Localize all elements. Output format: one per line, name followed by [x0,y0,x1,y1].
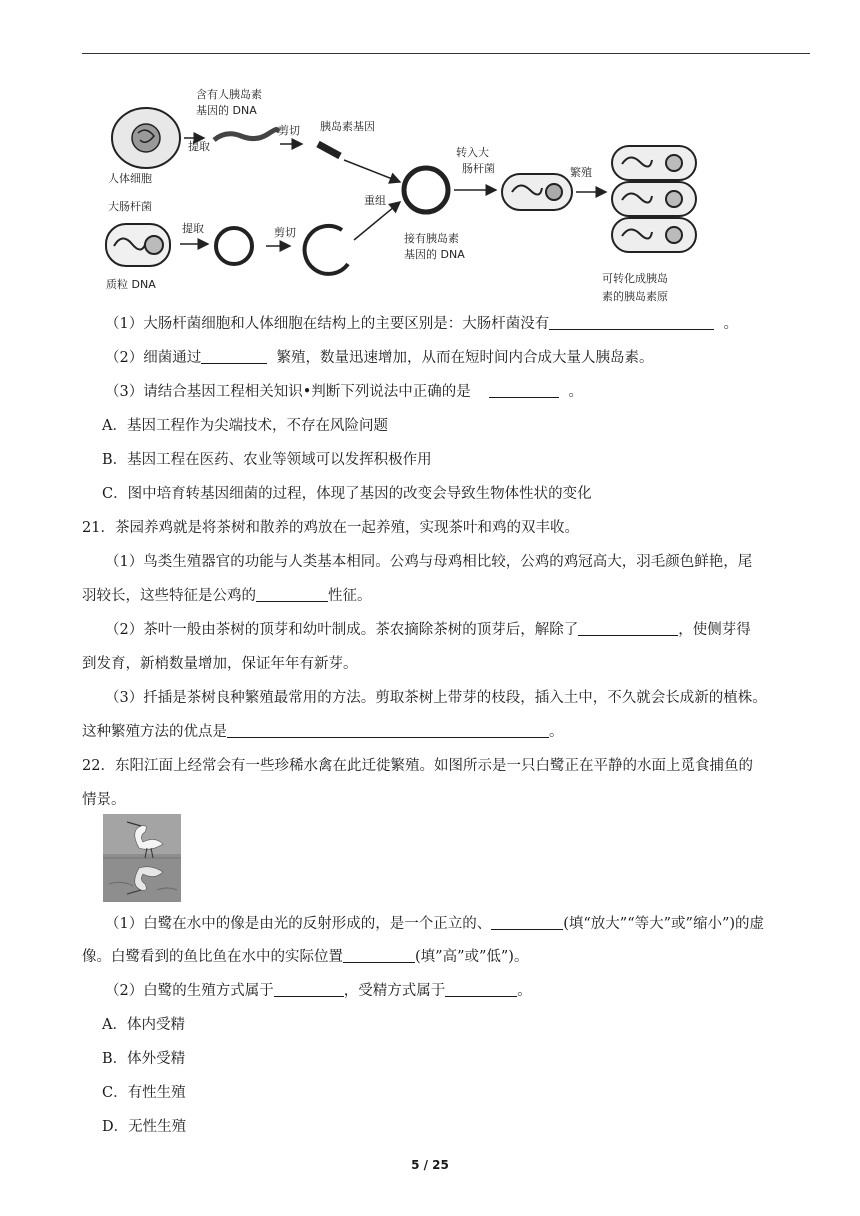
q20-option-c: C．图中培育转基因细菌的过程，体现了基因的改变会导致生物体性状的变化 [102,486,592,502]
egret-photo [103,814,181,902]
label-dna-with-gene-2: 基因的 DNA [196,104,257,117]
answer-blank[interactable] [201,348,267,364]
q21-s3-line1: （3）扦插是茶树良种繁殖最常用的方法。剪取茶树上带芽的枝段，插入土中，不久就会长成新的植株。 [105,690,767,706]
label-reproduce: 繁殖 [570,166,592,179]
q20-option-a: A．基因工程作为尖端技术，不存在风险问题 [102,418,388,434]
label-recombine: 重组 [364,194,386,207]
answer-blank[interactable] [445,981,517,997]
label-dna-with-gene: 含有人胰岛素 [196,88,262,101]
q22-option-b: B．体外受精 [102,1051,186,1067]
q20-s1: （1）大肠杆菌细胞和人体细胞在结构上的主要区别是：大肠杆菌没有 。 [105,316,738,332]
q20-s2: （2）细菌通过 繁殖，数量迅速增加，从而在短时间内合成大量人胰岛素。 [105,350,654,366]
ecoli-icon [106,224,170,266]
dna-strand-icon [214,129,277,140]
cut-plasmid-icon [305,226,348,274]
insulin-gene-icon [318,144,340,156]
gene-engineering-diagram [96,78,732,310]
q21-s3-line2: 这种繁殖方法的优点是 。 [82,724,564,740]
label-recombinant-1: 接有胰岛素 [404,232,459,245]
page-number: 5 / 25 [411,1158,449,1172]
q22-option-d: D．无性生殖 [102,1119,187,1135]
q21-stem: 21．茶园养鸡就是将茶树和散养的鸡放在一起养殖，实现茶叶和鸡的双丰收。 [82,520,579,536]
answer-blank[interactable] [491,914,563,930]
label-ecoli: 大肠杆菌 [108,200,152,213]
answer-blank[interactable] [489,382,559,398]
label-recombinant-2: 基因的 DNA [404,248,465,261]
q22-s2: （2）白鹭的生殖方式属于 ，受精方式属于 。 [105,983,532,999]
q22-stem-line1: 22．东阳江面上经常会有一些珍稀水禽在此迁徙繁殖。如图所示是一只白鹭正在平静的水面上觅食捕鱼的 [82,758,753,774]
label-extract-2: 提取 [182,222,204,235]
q21-s2-line2: 到发育，新梢数量增加，保证年年有新芽。 [82,656,358,672]
label-plasmid: 质粒 DNA [106,278,156,291]
q21-s1-line1: （1）鸟类生殖器官的功能与人类基本相同。公鸡与母鸡相比较，公鸡的鸡冠高大，羽毛颜色鲜艳，尾 [105,554,753,570]
answer-blank[interactable] [256,586,328,602]
label-transfer-2: 肠杆菌 [462,162,495,175]
label-human-cell: 人体细胞 [108,172,152,185]
answer-blank[interactable] [274,981,344,997]
q21-s2-line1: （2）茶叶一般由茶树的顶芽和幼叶制成。茶农摘除茶树的顶芽后，解除了 ，使侧芽得 [105,622,751,638]
plasmid-ring-icon [216,228,252,264]
q22-s1-line2: 像。白鹭看到的鱼比鱼在水中的实际位置 (填”高”或”低”)。 [82,949,529,965]
recombinant-dna-icon [404,168,448,212]
header-rule [82,53,810,54]
answer-blank[interactable] [343,947,415,963]
offspring-ecoli-icons [612,146,696,252]
q21-s1-line2: 羽较长，这些特征是公鸡的 性征。 [82,588,372,604]
q22-s1-line1: （1）白鹭在水中的像是由光的反射形成的，是一个正立的、 (填“放大”“等大”或”缩小”)的虚 [105,916,765,932]
answer-blank[interactable] [227,722,549,738]
q22-option-c: C．有性生殖 [102,1085,186,1101]
label-transfer-1: 转入大 [456,146,489,159]
q20-option-b: B．基因工程在医药、农业等领域可以发挥积极作用 [102,452,432,468]
answer-blank[interactable] [549,314,714,330]
q20-s3: （3）请结合基因工程相关知识•判断下列说法中正确的是 。 [105,384,583,400]
label-cut-1: 剪切 [278,124,300,137]
q22-stem-line2: 情景。 [82,792,126,808]
label-product-2: 素的胰岛素原 [602,290,668,303]
label-cut-2: 剪切 [274,226,296,239]
q22-option-a: A．体内受精 [102,1017,185,1033]
label-product-1: 可转化成胰岛 [602,272,668,285]
label-insulin-gene: 胰岛素基因 [320,120,375,133]
human-cell-icon [112,108,180,168]
label-extract-1: 提取 [188,140,210,153]
answer-blank[interactable] [578,620,678,636]
transformed-ecoli-icon [502,174,572,210]
